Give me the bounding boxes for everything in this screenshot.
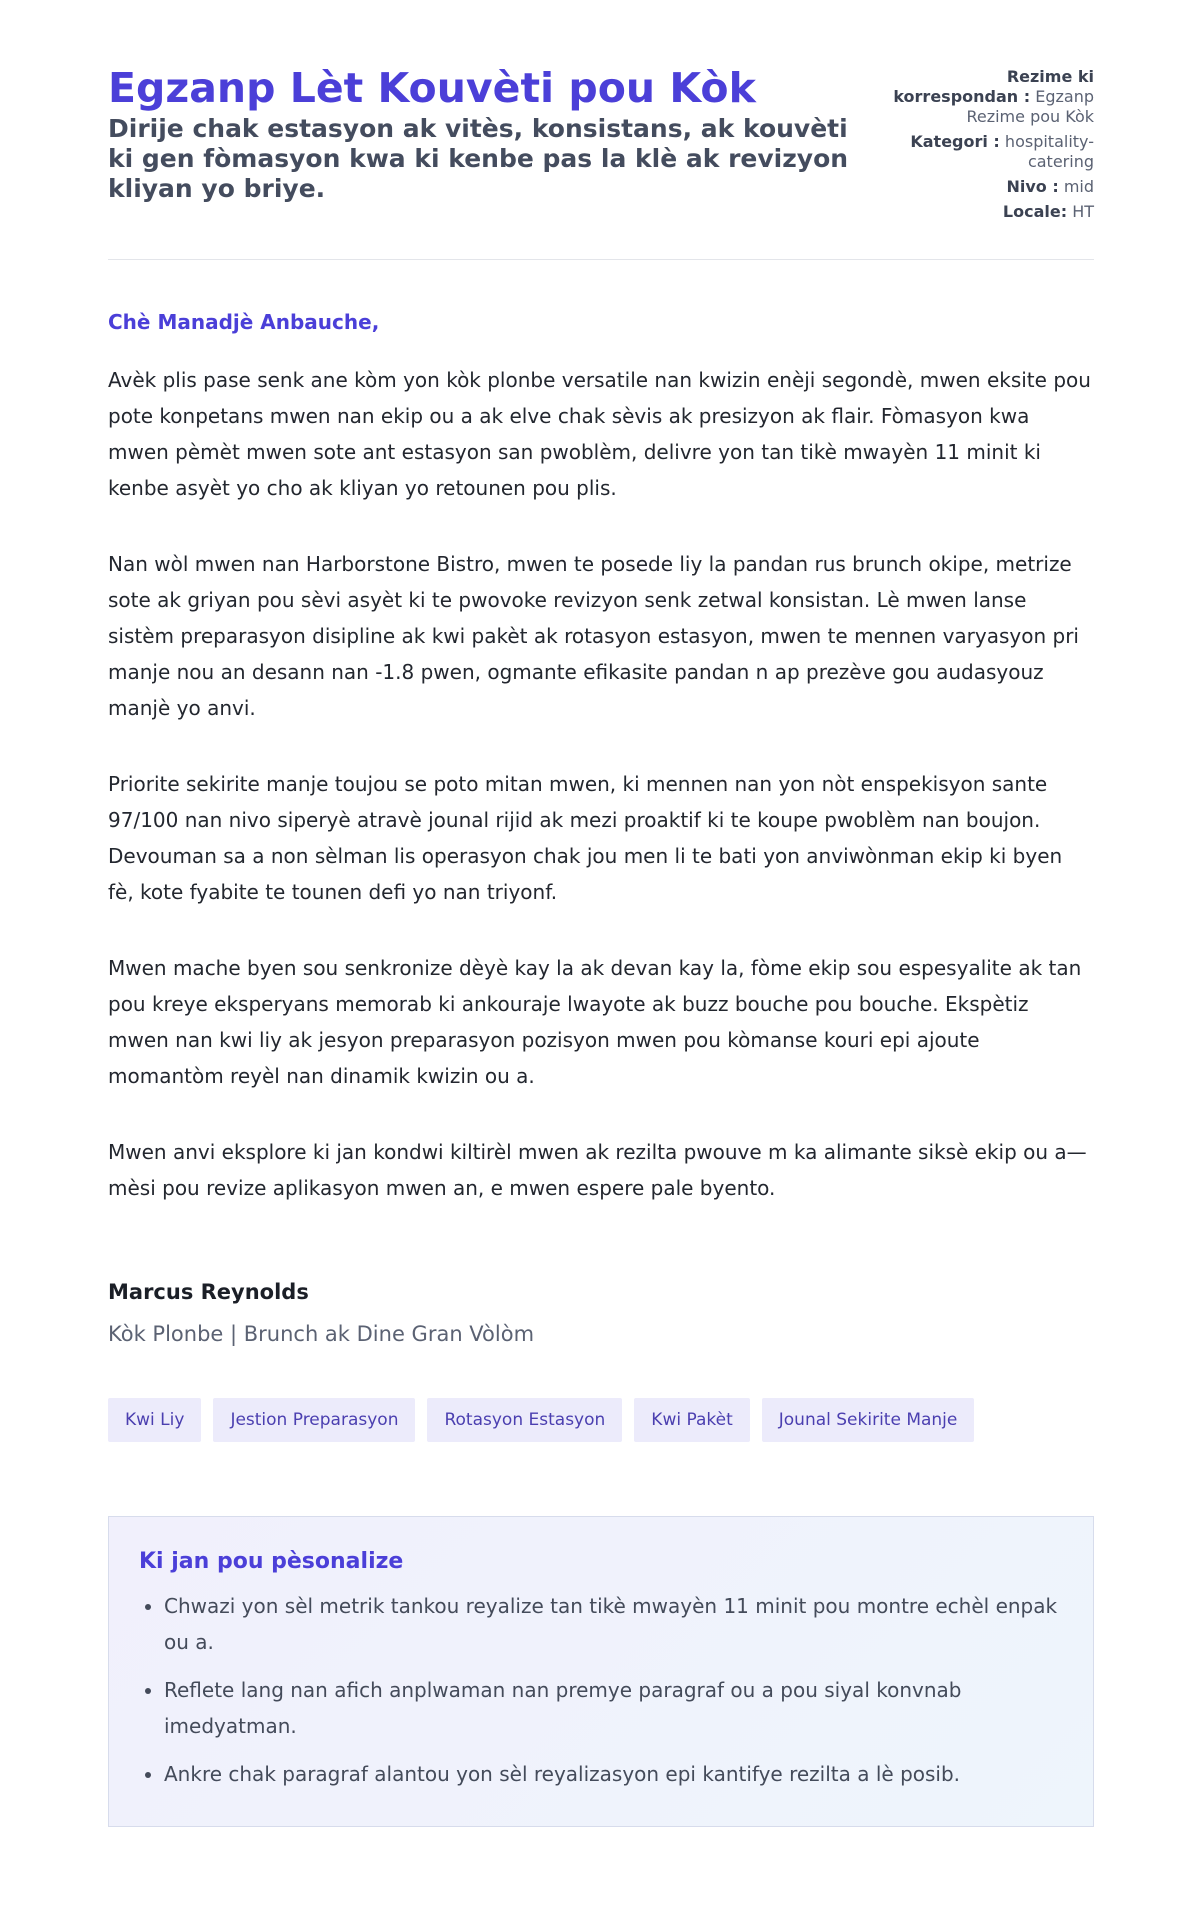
- meta-label: Locale:: [1002, 202, 1068, 221]
- tips-title: Ki jan pou pèsonalize: [139, 1549, 404, 1574]
- meta-value: HT: [1072, 202, 1094, 221]
- skill-tag: Jestion Preparasyon: [213, 1398, 415, 1442]
- meta-value: hospitality-catering: [1004, 132, 1094, 171]
- letter-salutation: Chè Manadjè Anbauche,: [108, 310, 380, 334]
- skill-tag: Kwi Liy: [108, 1398, 201, 1442]
- tip-item: • Reflete lang nan afich anplwaman nan premye paragraf ou a pou siyal konvnab imedyatman.: [164, 1672, 1063, 1744]
- meta-matching-resume: [884, 67, 1094, 127]
- skill-tag: Jounal Sekirite Manje: [762, 1398, 975, 1442]
- skill-tag: Rotasyon Estasyon: [427, 1398, 622, 1442]
- tip-item: • Ankre chak paragraf alantou yon sèl reyalizasyon epi kantifye rezilta a lè posib.: [164, 1756, 1063, 1792]
- letter-paragraph: Nan wòl mwen nan Harborstone Bistro, mwen te posede liy la pandan rus brunch okipe, metrize sote ak griyan pou sèvi asyèt ki te pwovoke revizyon senk zetwal konsistan. Lè mwen lanse sistèm preparasyon disipline ak kwi pakèt ak rotasyon estasyon, mwen te mennen varyasyon pri manje nou an desann nan -1.8 pwen, ogmante efikasite pandan n ap prezève gou audasyouz manjè yo anvi.: [108, 552, 1079, 720]
- skill-tag: Kwi Pakèt: [634, 1398, 749, 1442]
- customization-tips-box: [108, 1516, 1094, 1827]
- meta-locale: [884, 202, 1094, 222]
- tip-item: • Chwazi yon sèl metrik tankou reyalize tan tikè mwayèn 11 minit pou montre echèl enpak ou a.: [164, 1588, 1063, 1660]
- tips-list: [139, 1588, 1063, 1792]
- meta-level: [884, 177, 1094, 197]
- signature-name: Marcus Reynolds: [108, 1280, 309, 1304]
- page-subtitle: Dirije chak estasyon ak vitès, konsistans, ak kouvèti ki gen fòmasyon kwa ki kenbe pas la klè ak revizyon kliyan yo briye.: [108, 114, 849, 203]
- meta-value: Egzanp Rezime pou Kòk: [966, 87, 1094, 126]
- meta-panel: [884, 64, 1094, 227]
- header-title-block: [108, 64, 868, 204]
- cover-letter-page: [108, 0, 1094, 1827]
- skill-tags: [108, 1398, 1094, 1442]
- meta-label: Nivo :: [1006, 177, 1059, 196]
- letter-paragraph: Mwen mache byen sou senkronize dèyè kay la ak devan kay la, fòme ekip sou espesyalite ak tan pou kreye eksperyans memorab ki ankouraje lwayote ak buzz bouche pou bouche. Ekspètiz mwen nan kwi liy ak jesyon preparasyon pozisyon mwen pou kòmanse kouri epi ajoute momantòm reyèl nan dinamik kwizin ou a.: [108, 956, 1082, 1088]
- meta-value: mid: [1063, 177, 1094, 196]
- letter-paragraph: Priorite sekirite manje toujou se poto mitan mwen, ki mennen nan yon nòt enspekisyon sante 97/100 nan nivo siperyè atravè jounal rijid ak mezi proaktif ki te koupe pwoblèm nan boujon. Devouman sa a non sèlman lis operasyon chak jou men li te bati yon anviwònman ekip ki byen fè, kote fyabite te tounen defi yo nan triyonf.: [108, 772, 1063, 904]
- page-header: [108, 64, 1094, 260]
- meta-category: [884, 132, 1094, 172]
- meta-label: Rezime ki korrespondan :: [893, 67, 1094, 106]
- signature-role: Kòk Plonbe | Brunch ak Dine Gran Vòlòm: [108, 1322, 535, 1346]
- letter-paragraph: Mwen anvi eksplore ki jan kondwi kiltirèl mwen ak rezilta pwouve m ka alimante siksè ekip ou a—mèsi pou revize aplikasyon mwen an, e mwen espere pale byento.: [108, 1140, 1087, 1200]
- letter-paragraph: Avèk plis pase senk ane kòm yon kòk plonbe versatile nan kwizin enèji segondè, mwen eksite pou pote konpetans mwen nan ekip ou a ak elve chak sèvis ak presizyon ak flair. Fòmasyon kwa mwen pèmèt mwen sote ant estasyon san pwoblèm, delivre yon tan tikè mwayèn 11 minit ki kenbe asyèt yo cho ak kliyan yo retounen pou plis.: [108, 368, 1091, 500]
- meta-label: Kategori :: [910, 132, 1000, 151]
- page-title: Egzanp Lèt Kouvèti pou Kòk: [108, 64, 756, 112]
